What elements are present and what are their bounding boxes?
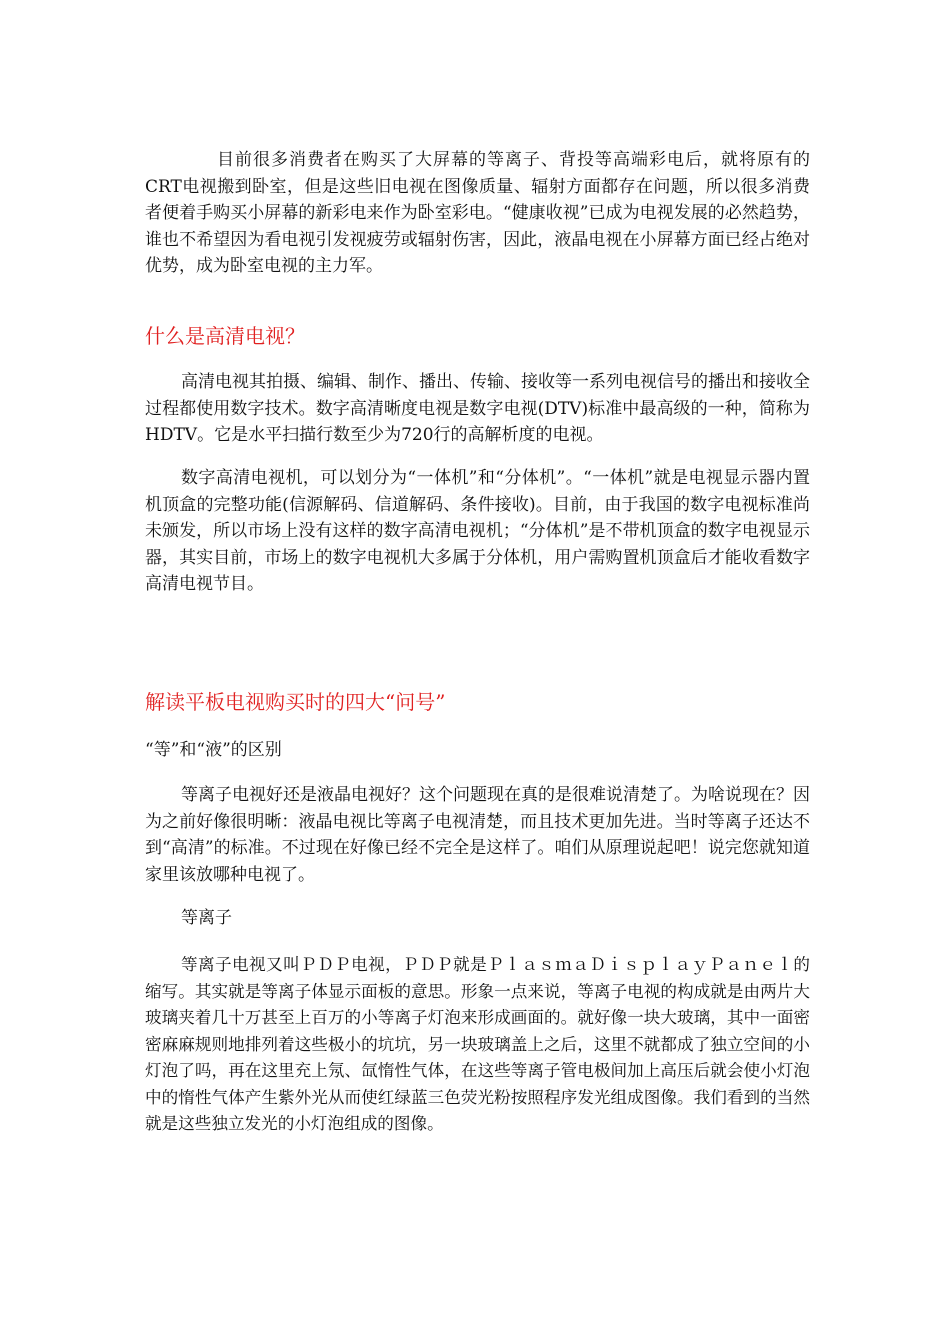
- plasma-paragraph: 等离子电视又叫ＰＤＰ电视，ＰＤＰ就是ＰｌａｓｍａＤｉｓｐｌａｙＰａｎｅｌ的缩写。其实就是等离子体显示面板的意思。形象一点来说，等离子电视的构成就是由两片大玻璃夹着几十万甚至上百万的小等离子灯泡来形成画面的。就好像一块大玻璃，其中一面密密麻麻规则地排列着这些极小的坑坑，另一块玻璃盖上之后，这里不就都成了独立空间的小灯泡了吗，再在这里充上氖、氙惰性气体，在这些等离子管电极间加上高压后就会使小灯泡中的惰性气体产生紫外光从而使红绿蓝三色荧光粉按照程序发光组成图像。我们看到的当然就是这些独立发光的小灯泡组成的图像。: [145, 955, 810, 1133]
- section-heading-four-questions: 解读平板电视购买时的四大“问号”: [145, 690, 446, 714]
- intro-paragraph: 目前很多消费者在购买了大屏幕的等离子、背投等高端彩电后，就将原有的CRT电视搬到卧室，但是这些旧电视在图像质量、辐射方面都存在问题，所以很多消费者便着手购买小屏幕的新彩电来作为卧室彩电。“健康收视”已成为电视发展的必然趋势，谁也不希望因为看电视引发视疲劳或辐射伤害，因此，液晶电视在小屏幕方面已经占绝对优势，成为卧室电视的主力军。: [145, 150, 810, 276]
- section-heading-what-is-hd: 什么是高清电视？: [145, 324, 305, 348]
- hd-definition-paragraph: 高清电视其拍摄、编辑、制作、播出、传输、接收等一系列电视信号的播出和接收全过程都使用数字技术。数字高清晰度电视是数字电视(DTV)标准中最高级的一种，简称为HDTV。它是水平扫描行数至少为720行的高解析度的电视。: [145, 372, 810, 445]
- hd-tv-types-paragraph: 数字高清电视机，可以划分为“一体机”和“分体机”。“一体机”就是电视显示器内置机顶盒的完整功能(信源解码、信道解码、条件接收)。目前，由于我国的数字电视标准尚未颁发，所以市场上没有这样的数字高清电视机；“分体机”是不带机顶盒的数字电视显示器，其实目前，市场上的数字电视机大多属于分体机，用户需购置机顶盒后才能收看数字高清电视节目。: [145, 468, 810, 594]
- subheading-difference: “等”和“液”的区别: [145, 740, 282, 760]
- difference-paragraph: 等离子电视好还是液晶电视好？这个问题现在真的是很难说清楚了。为啥说现在？因为之前好像很明晰：液晶电视比等离子电视清楚，而且技术更加先进。当时等离子还达不到“高清”的标准。不过现在好像已经不完全是这样了。咱们从原理说起吧！说完您就知道家里该放哪种电视了。: [145, 785, 810, 885]
- plasma-label: 等离子: [181, 908, 232, 928]
